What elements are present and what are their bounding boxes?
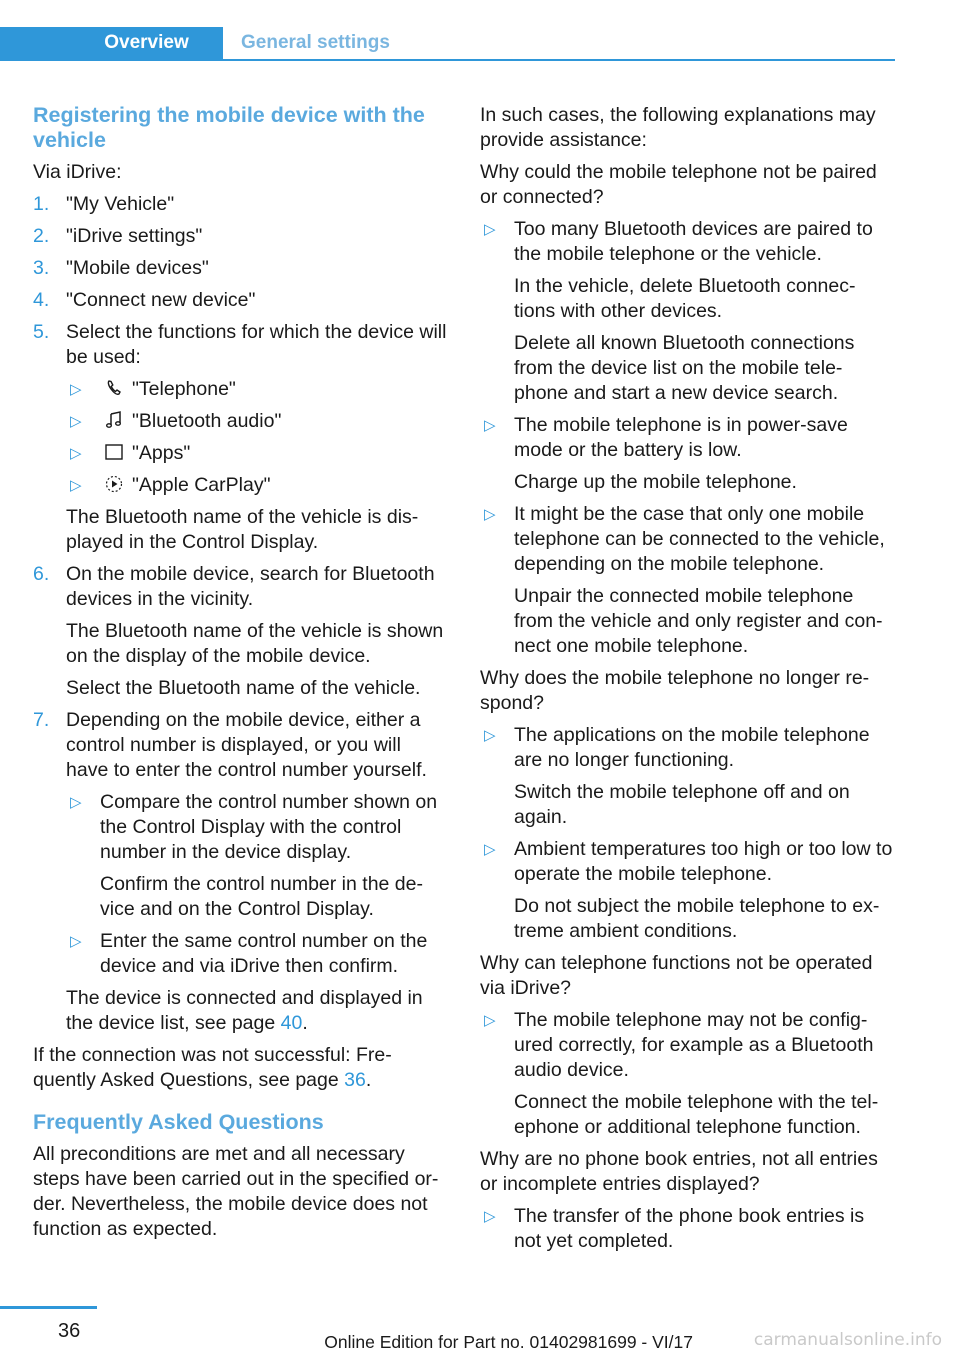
function-item-bluetooth-audio	[66, 409, 448, 434]
list-item-sub: Unpair the connected mobile telephone from the vehicle and only register and con-nect one mobile telephone.	[514, 585, 883, 657]
list-item	[480, 1204, 895, 1254]
watermark-text: carmanualsonline.info	[753, 1330, 942, 1350]
step-item	[33, 288, 448, 313]
step-item	[33, 256, 448, 281]
list-item	[480, 217, 895, 406]
step-number: 4.	[33, 289, 50, 311]
list-item	[480, 837, 895, 944]
header-tabbar	[0, 27, 895, 61]
list-item-sub: Confirm the control number in the de-vice and on the Control Display.	[100, 873, 423, 920]
bullet-triangle-icon: ▷	[70, 381, 82, 398]
step-item	[33, 320, 448, 555]
list-item-text: Too many Bluetooth devices are paired to the mobile telephone or the vehicle.	[514, 218, 873, 265]
function-list	[66, 377, 448, 498]
list-item-text: Compare the control number shown on the Control Display with the control number in the device display.	[100, 791, 438, 863]
list-item	[480, 1008, 895, 1140]
bullet-triangle-icon: ▷	[484, 1208, 496, 1225]
header-rule	[0, 59, 895, 61]
music-note-icon	[104, 410, 124, 430]
bullet-triangle-icon: ▷	[70, 933, 82, 950]
function-label: "Telephone"	[132, 378, 236, 400]
bullet-triangle-icon: ▷	[484, 506, 496, 523]
list-item-text: The mobile telephone is in power-save mode or the battery is low.	[514, 414, 848, 461]
step-item	[33, 562, 448, 701]
section-heading-faq: Frequently Asked Questions	[33, 1110, 324, 1134]
list-item-sub: Do not subject the mobile telephone to ex-treme ambient conditions.	[514, 895, 880, 942]
list-item	[480, 502, 895, 659]
tab-general-settings[interactable]: General settings	[241, 32, 390, 53]
step-number: 6.	[33, 563, 50, 585]
bullet-triangle-icon: ▷	[484, 1012, 496, 1029]
list-item-text: Ambient temperatures too high or too low to operate the mobile telephone.	[514, 838, 893, 885]
list-item-sub: In the vehicle, delete Bluetooth connec-tions with other devices.	[514, 275, 856, 322]
step-text: "My Vehicle"	[66, 193, 175, 215]
list-item	[480, 413, 895, 495]
step-text: Depending on the mobile device, either a control number is displayed, or you will have to enter the control number yourself.	[66, 709, 427, 781]
function-label: "Apps"	[132, 442, 191, 464]
list-item-sub: Charge up the mobile telephone.	[514, 471, 797, 493]
faq-question-pairing: Why could the mobile telephone not be paired or connected?	[480, 161, 877, 208]
list-item	[66, 929, 448, 979]
list-item	[66, 790, 448, 922]
bullet-triangle-icon: ▷	[70, 794, 82, 811]
list-item-text: The mobile telephone may not be config-ured correctly, for example as a Bluetooth audio device.	[514, 1009, 874, 1081]
step-number: 2.	[33, 225, 50, 247]
faq-question-not-responding: Why does the mobile telephone no longer re-spond?	[480, 667, 870, 714]
connected-note: The device is connected and displayed in the device list, see page 40.	[66, 987, 423, 1034]
step6-note: The Bluetooth name of the vehicle is shown on the display of the mobile device.	[66, 620, 444, 667]
bullet-triangle-icon: ▷	[70, 413, 82, 430]
bullet-triangle-icon: ▷	[484, 221, 496, 238]
carplay-icon	[104, 474, 124, 494]
step5-note: The Bluetooth name of the vehicle is dis-played in the Control Display.	[66, 506, 419, 553]
faq-answer-list-pairing	[480, 217, 895, 659]
faq-intro-text: All preconditions are met and all necessary steps have been carried out in the specified or-der. Nevertheless, the mobile device does not function as expected.	[33, 1143, 439, 1240]
section-heading-registering: Registering the mobile device with the vehicle	[33, 103, 425, 152]
step-text: "Mobile devices"	[66, 257, 209, 279]
function-item-apple-carplay	[66, 473, 448, 498]
footer-rule	[0, 1306, 97, 1309]
list-item-sub: Connect the mobile telephone with the tel-ephone or additional telephone function.	[514, 1091, 879, 1138]
phone-icon	[104, 378, 124, 398]
step6-note: Select the Bluetooth name of the vehicle.	[66, 677, 421, 699]
bullet-triangle-icon: ▷	[484, 841, 496, 858]
faq-answer-list-telephone-functions	[480, 1008, 895, 1140]
list-item-sub: Delete all known Bluetooth connections from the device list on the mobile tele-phone and start a new device search.	[514, 332, 855, 404]
list-item-sub: Switch the mobile telephone off and on again.	[514, 781, 850, 828]
step-text: On the mobile device, search for Bluetooth devices in the vicinity.	[66, 563, 435, 610]
registration-steps	[33, 192, 448, 1036]
unsuccessful-note: If the connection was not successful: Fre-quently Asked Questions, see page 36.	[33, 1044, 392, 1091]
apps-icon	[104, 442, 124, 462]
list-item-text: The applications on the mobile telephone are no longer functioning.	[514, 724, 870, 771]
bullet-triangle-icon: ▷	[70, 477, 82, 494]
step-number: 5.	[33, 321, 50, 343]
bullet-triangle-icon: ▷	[484, 417, 496, 434]
faq-question-telephone-functions: Why can telephone functions not be operated via iDrive?	[480, 952, 873, 999]
right-column	[480, 103, 895, 1261]
step-item	[33, 192, 448, 217]
function-item-telephone	[66, 377, 448, 402]
edition-text: Online Edition for Part no. 01402981699 - VI/17	[324, 1332, 693, 1352]
faq-answer-list-phone-book	[480, 1204, 895, 1254]
faq-answer-list-not-responding	[480, 723, 895, 944]
step-number: 7.	[33, 709, 50, 731]
list-item-text: The transfer of the phone book entries is not yet completed.	[514, 1205, 865, 1252]
via-idrive-text: Via iDrive:	[33, 161, 122, 183]
left-column	[33, 103, 448, 1249]
page-link-40[interactable]: 40	[280, 1012, 303, 1034]
control-number-list	[66, 790, 448, 979]
list-item-text: It might be the case that only one mobile telephone can be connected to the vehicle, depending on the mobile telephone.	[514, 503, 885, 575]
bullet-triangle-icon: ▷	[70, 445, 82, 462]
function-label: "Bluetooth audio"	[132, 410, 282, 432]
step-number: 1.	[33, 193, 50, 215]
step-item	[33, 224, 448, 249]
step-text: "iDrive settings"	[66, 225, 203, 247]
page-number: 36	[58, 1320, 81, 1342]
page-link-36[interactable]: 36	[344, 1069, 366, 1091]
step-text: Select the functions for which the device will be used:	[66, 321, 447, 368]
faq-assist-intro: In such cases, the following explanations may provide assistance:	[480, 104, 876, 151]
step-item	[33, 708, 448, 1036]
step-text: "Connect new device"	[66, 289, 256, 311]
list-item	[480, 723, 895, 830]
bullet-triangle-icon: ▷	[484, 727, 496, 744]
faq-question-phone-book: Why are no phone book entries, not all entries or incomplete entries displayed?	[480, 1148, 878, 1195]
list-item-text: Enter the same control number on the device and via iDrive then confirm.	[100, 930, 428, 977]
function-label: "Apple CarPlay"	[132, 474, 271, 496]
step-number: 3.	[33, 257, 50, 279]
function-item-apps	[66, 441, 448, 466]
tab-overview[interactable]: Overview	[0, 27, 223, 61]
